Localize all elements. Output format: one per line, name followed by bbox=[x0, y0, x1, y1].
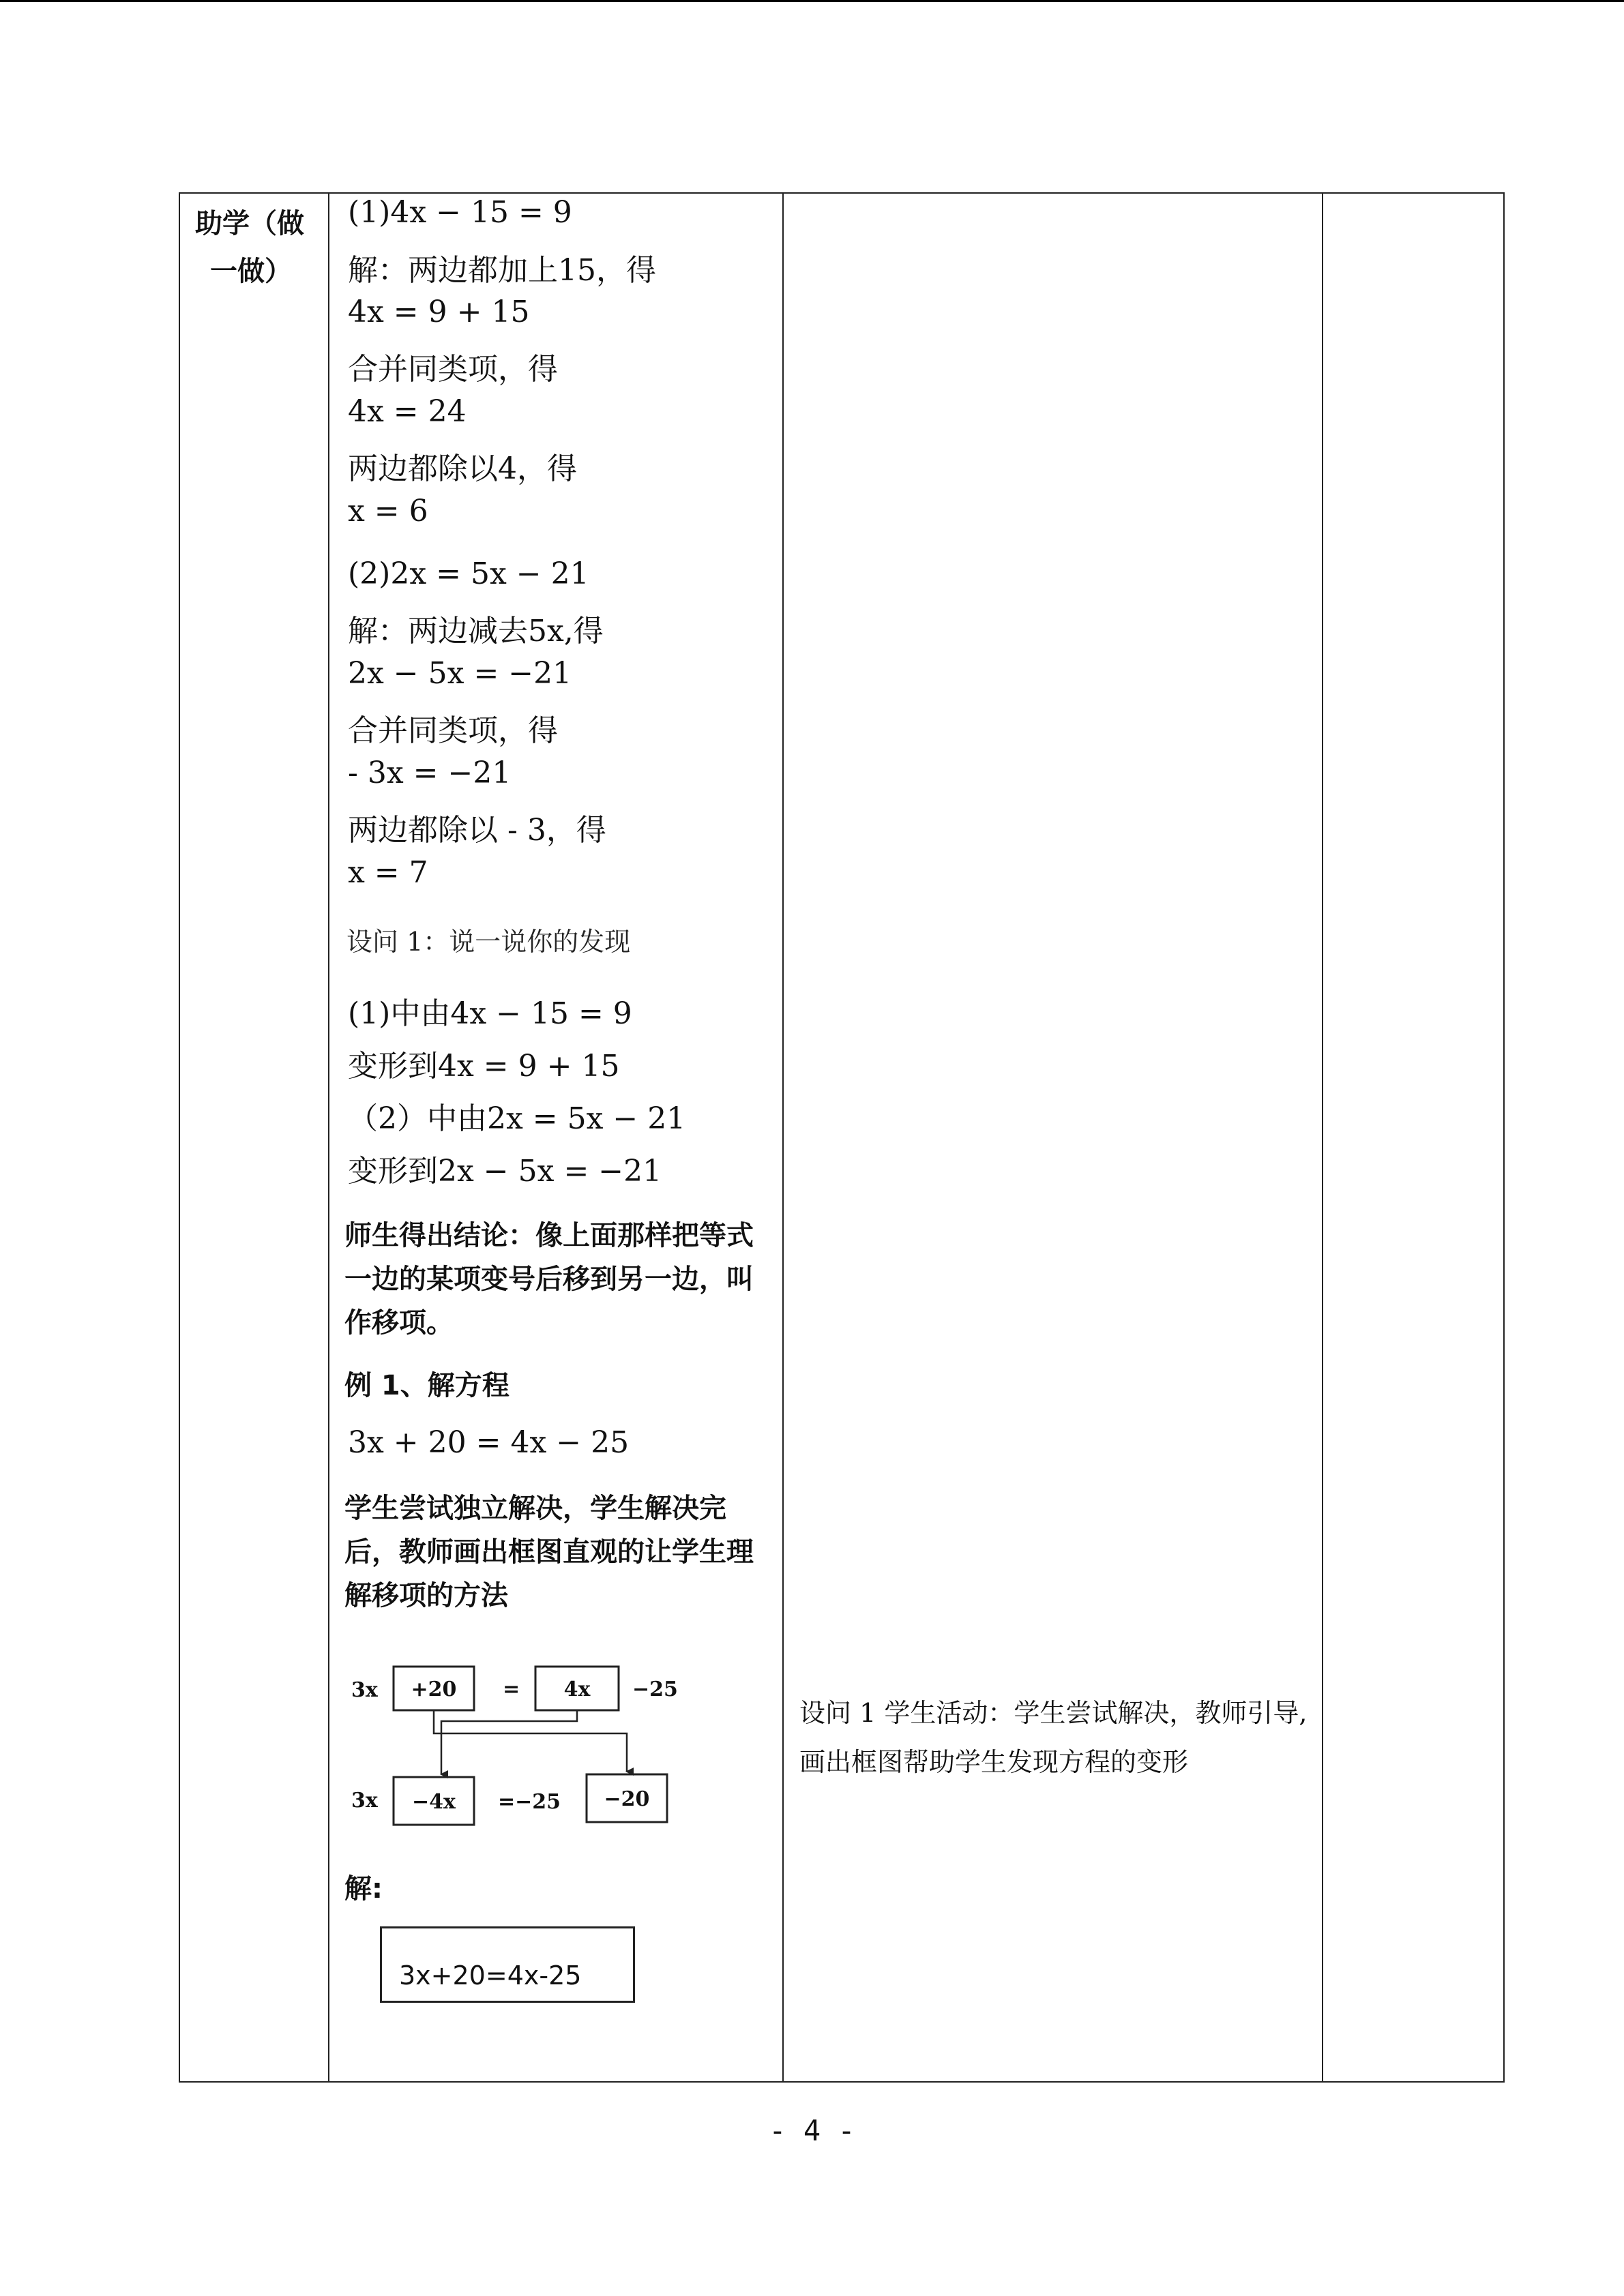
solution-label: 解: bbox=[344, 1873, 383, 1905]
student-task-text: 学生尝试独立解决，学生解决完后，教师画出框图直观的让学生理解移项的方法 bbox=[344, 1493, 754, 1611]
step-text: 两边都除以4，得 bbox=[348, 451, 577, 486]
equation-line: (2)2x = 5x − 21 bbox=[348, 556, 589, 591]
equation-line: 4x = 24 bbox=[348, 394, 467, 429]
equation-line: x = 7 bbox=[348, 855, 428, 890]
step-text: 两边都除以 - 3，得 bbox=[348, 813, 606, 848]
equation-line: - 3x = −21 bbox=[348, 756, 512, 790]
diagram-row2-box1: −4x bbox=[412, 1790, 456, 1814]
finding-line: （2）中由2x = 5x − 21 bbox=[348, 1101, 686, 1136]
step-text: 合并同类项，得 bbox=[348, 352, 558, 387]
finding-line: (1)中由4x − 15 = 9 bbox=[348, 996, 632, 1031]
equation-line: (1)4x − 15 = 9 bbox=[348, 195, 572, 230]
row-label-line-1: 助学（做 bbox=[195, 208, 304, 239]
arrow-4x-to-left bbox=[441, 1710, 577, 1774]
diagram-row2-eq: =−25 bbox=[498, 1790, 561, 1814]
equation-line: 2x − 5x = −21 bbox=[348, 656, 572, 691]
question-1: 设问 1：说一说你的发现 bbox=[346, 927, 631, 957]
example-equation: 3x + 20 = 4x − 25 bbox=[348, 1425, 630, 1460]
activity-note: 设问 1 学生活动：学生尝试解决，教师引导, 画出框图帮助学生发现方程的变形 bbox=[799, 1698, 1308, 1777]
diagram-row1-box1: +20 bbox=[411, 1678, 457, 1701]
diagram-row1-box2: 4x bbox=[563, 1678, 591, 1701]
column-divider bbox=[1322, 192, 1323, 2083]
answer-box-text: 3x+20=4x-25 bbox=[399, 1960, 582, 1991]
equation-line: 4x = 9 + 15 bbox=[348, 295, 530, 329]
step-text: 解：两边减去5x,得 bbox=[348, 614, 604, 648]
column-divider bbox=[328, 192, 329, 2083]
diagram-row1-left: 3x bbox=[351, 1678, 378, 1702]
top-rule bbox=[0, 0, 1624, 2]
diagram-row2-box2: −20 bbox=[604, 1787, 650, 1811]
column-divider bbox=[782, 192, 784, 2083]
example-title: 例 1、解方程 bbox=[344, 1370, 510, 1401]
finding-line: 变形到2x − 5x = −21 bbox=[348, 1154, 662, 1189]
finding-line: 变形到4x = 9 + 15 bbox=[348, 1049, 620, 1084]
diagram-row1-right: −25 bbox=[632, 1678, 678, 1701]
transposition-diagram bbox=[344, 1650, 699, 1848]
conclusion-text: 师生得出结论：像上面那样把等式一边的某项变号后移到另一边，叫作移项。 bbox=[344, 1220, 754, 1339]
arrow-plus20-to-right bbox=[434, 1710, 627, 1772]
diagram-row1-eq: = bbox=[503, 1678, 520, 1701]
page-number: - 4 - bbox=[769, 2114, 855, 2147]
step-text: 合并同类项，得 bbox=[348, 713, 558, 748]
step-text: 解：两边都加上15，得 bbox=[348, 253, 656, 288]
equation-line: x = 6 bbox=[348, 494, 428, 528]
diagram-row2-left: 3x bbox=[351, 1789, 378, 1813]
row-label-line-2: 一做） bbox=[210, 256, 292, 287]
